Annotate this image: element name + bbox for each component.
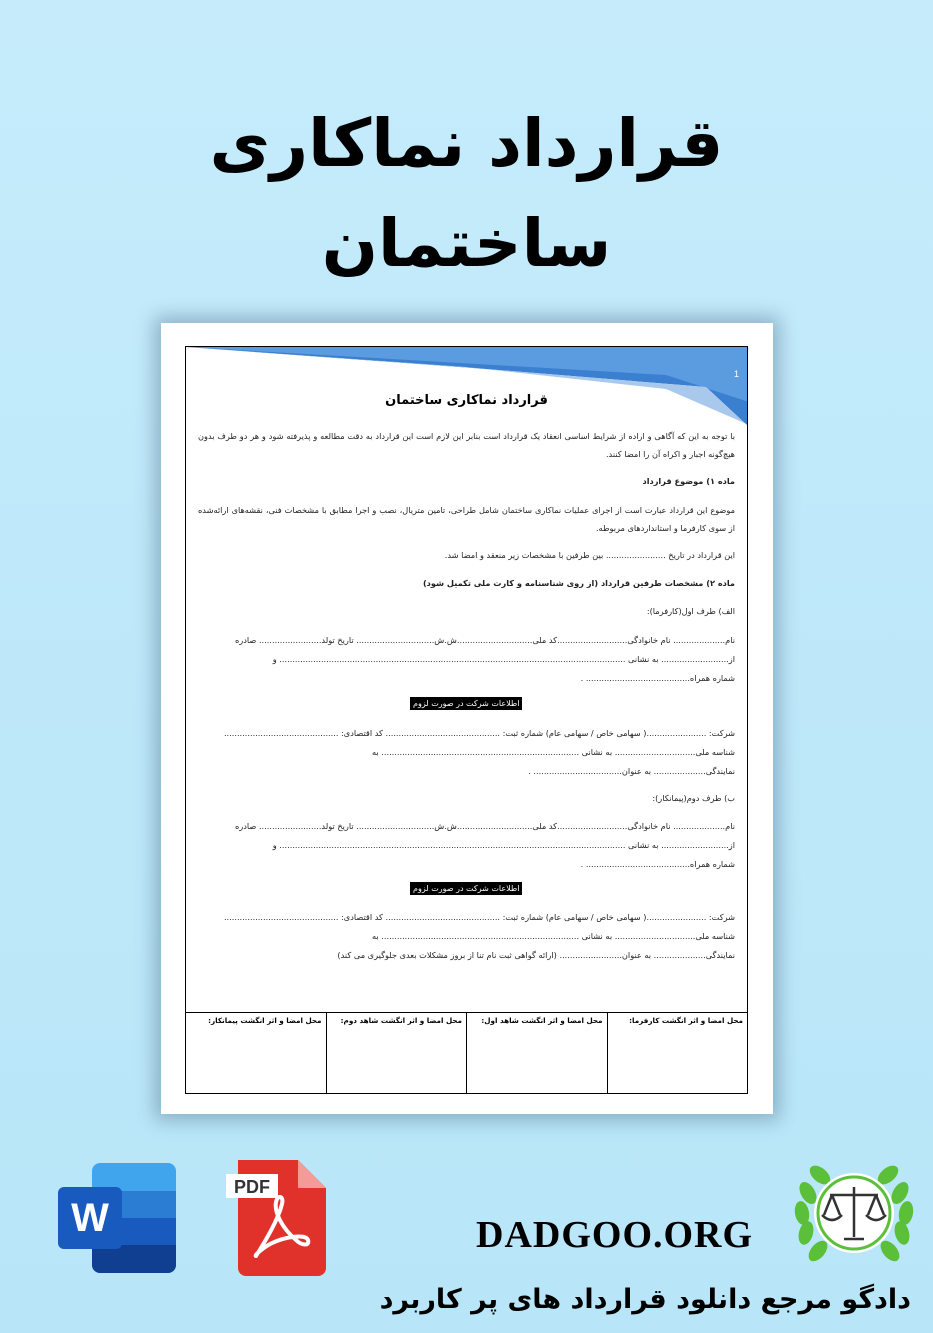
party-a-person-line-1: نام.................... نام خانوادگی...........................کد ملی.............................ش.ش.............................. تاریخ تولد........................ صادره [235,635,735,645]
document-frame [185,346,748,1094]
word-icon[interactable] [58,1163,176,1273]
document-preview [161,323,773,1114]
article-1-heading: ماده ۱) موضوع قرارداد [642,476,735,486]
company-banner-a: اطلاعات شرکت در صورت لزوم [410,697,522,710]
article-1-body: موضوع این قرارداد عبارت است از اجرای عملیات نماکاری ساختمان شامل طراحی، تامین متریال، نصب و اجرا مطابق با مشخصات فنی، نقشه‌های ارائه‌شده از سوی کارفرما و استانداردهای مربوطه. [198,505,735,533]
signature-cell-witness-2: محل امضا و اثر انگشت شاهد دوم: [326,1013,467,1094]
party-b-company-line-2: شناسه ملی............................... به نشانی ............................................................................ به [371,931,735,941]
party-a-company-line-2: شناسه ملی............................... به نشانی ............................................................................ به [371,747,735,757]
party-b-label: ب) طرف دوم(پیمانکار): [652,793,735,803]
scales-of-justice-logo-icon [790,1153,918,1275]
brand-name[interactable]: DADGOO.ORG [476,1214,754,1256]
footer-tagline: دادگو مرجع دانلود قرارداد های پر کاربرد [379,1284,911,1315]
pdf-icon-label: PDF [234,1177,270,1197]
party-a-company-line-3: نمایندگی.................... به عنوان.................................. . [528,766,735,776]
party-a-person-line-3: شماره همراه........................................ . [580,673,735,683]
party-b-person-line-3: شماره همراه........................................ . [580,859,735,869]
headline-line-1: قرارداد نماکاری [209,105,724,182]
signature-cell-employer: محل امضا و اثر انگشت کارفرما: [607,1013,748,1094]
party-b-company-line-1: شرکت: .......................( سهامی خاص / سهامی عام) شماره ثبت: ............................................ کد اقتصادی: ............................................ [223,912,735,922]
date-line: این قرارداد در تاریخ ....................... بین طرفین با مشخصات زیر منعقد و امضا شد. [444,550,735,560]
party-a-company-line-1: شرکت: .......................( سهامی خاص / سهامی عام) شماره ثبت: ............................................ کد اقتصادی: ............................................ [223,728,735,738]
article-2-heading: ماده ۲) مشخصات طرفین قرارداد (از روی شناسنامه و کارت ملی تکمیل شود) [422,578,735,588]
signature-table [186,1012,747,1094]
party-b-person-line-2: از.......................... به نشانی ..................................................................................................................................... و [272,840,735,850]
word-icon-letter: W [71,1196,109,1240]
party-a-label: الف) طرف اول(کارفرما): [646,606,735,616]
party-a-person-line-2: از.......................... به نشانی ..................................................................................................................................... و [272,654,735,664]
page-number: 1 [733,369,739,379]
headline-line-2: ساختمان [321,205,612,282]
company-banner-b: اطلاعات شرکت در صورت لزوم [410,882,522,895]
intro-paragraph: با توجه به این که آگاهی و اراده از شرایط اساسی انعقاد یک قرارداد است بنابر این لازم است این قرارداد به دقت مطالعه و پذیرفته شود و هر دو طرف بدون هیچ‌گونه اجبار و اکراه آن را امضا کنند. [198,431,735,459]
header-swoosh-decoration [186,347,748,427]
signature-cell-contractor: محل امضا و اثر انگشت پیمانکار: [208,1016,322,1025]
document-title: قرارداد نماکاری ساختمان [385,393,548,408]
pdf-icon[interactable] [226,1160,326,1276]
party-b-person-line-1: نام.................... نام خانوادگی...........................کد ملی.............................ش.ش.............................. تاریخ تولد........................ صادره [235,821,735,831]
party-b-company-line-3: نمایندگی.................... به عنوان........................ (ارائه گواهی ثبت نام تنا از بروز مشکلات بعدی جلوگیری می کند) [337,950,735,960]
signature-cell-witness-1: محل امضا و اثر انگشت شاهد اول: [466,1013,607,1094]
